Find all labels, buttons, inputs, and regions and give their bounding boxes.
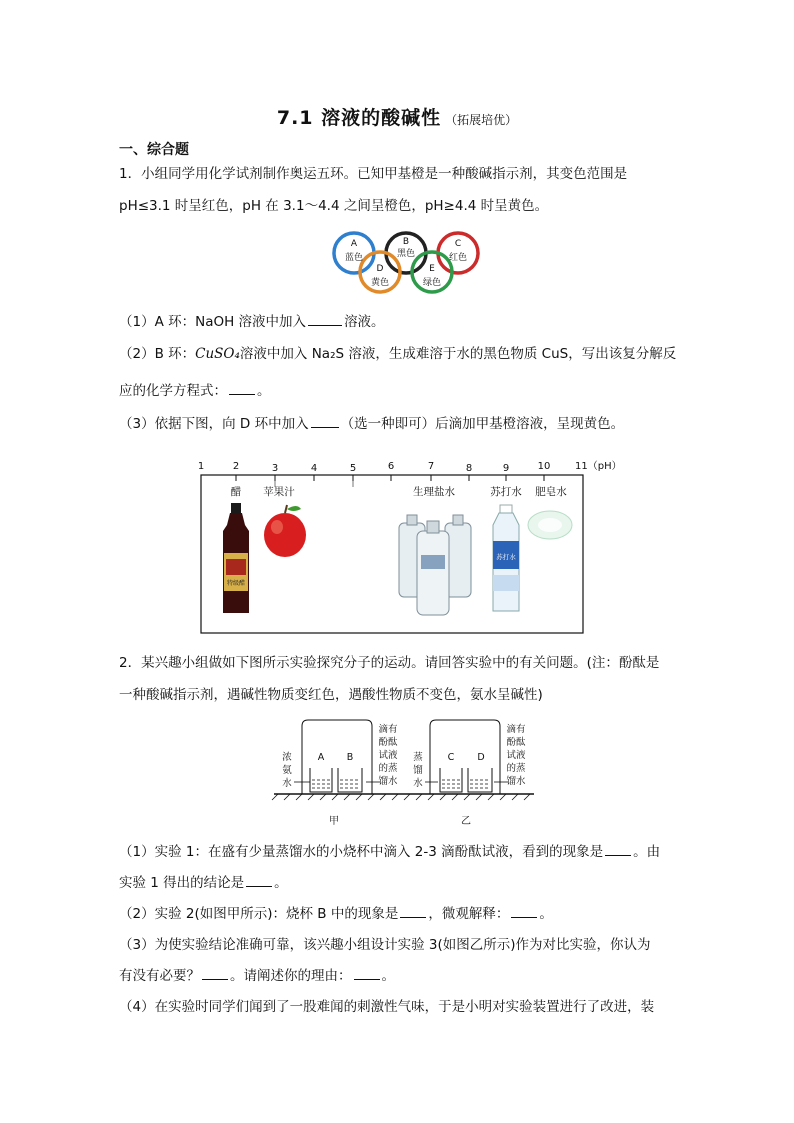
svg-text:水: 水 [282,778,292,789]
ph-scale-box [201,475,583,633]
ring-d-letter: D [376,264,384,274]
ph-tick-7: 7 [427,461,435,472]
saline-bottles-image [399,515,471,615]
q2-line2: 一种酸碱指示剂，遇碱性物质变红色，遇酸性物质不变色，氨水呈碱性) [119,687,543,703]
soda-water-bottle-image [493,505,519,611]
answer-blank-8[interactable] [202,966,228,980]
ph-tick-5: 5 [349,463,357,474]
svg-text:酚酞: 酚酞 [506,737,526,748]
q2-sub4: （4）在实验时同学们闻到了一股难闻的刺激性气味，于是小明对实验装置进行了改进，装 [119,999,655,1015]
q2-sub3: （3）为使实验结论准确可靠，该兴趣小组设计实验 3(如图乙所示)作为对比实验，你认为 [119,937,651,953]
ph-scale-figure [193,455,643,637]
svg-text:蒸: 蒸 [413,752,423,763]
ring-c-label: 红色 [448,253,468,263]
q2-sub2: （2）实验 2(如图甲所示)：烧杯 B 中的现象是 ，微观解释： 。 [119,906,553,922]
caption-yi: 乙 [461,816,471,827]
answer-blank-7[interactable] [511,904,537,918]
answer-blank-3[interactable] [311,414,339,428]
q1-line1: 1．小组同学用化学试剂制作奥运五环。已知甲基橙是一种酸碱指示剂，其变色范围是 [119,166,628,182]
ring-c-letter: C [454,239,462,249]
ph-tick-1: 1 [197,461,205,472]
caption-jia: 甲 [329,816,339,827]
q1-sub3: （3）依据下图，向 D 环中加入 （选一种即可）后滴加甲基橙溶液，呈现黄色。 [119,416,625,432]
answer-blank-1[interactable] [308,312,342,326]
svg-text:滴有: 滴有 [378,724,398,735]
ph-item-soda-water: 苏打水 [490,486,522,498]
section-heading: 一、综合题 [119,142,189,158]
q2-line1: 2．某兴趣小组做如下图所示实验探究分子的运动。请回答实验中的有关问题。(注：酚酞是 [119,655,660,671]
svg-text:浓: 浓 [282,752,292,763]
beaker-d-label: D [477,752,485,763]
vinegar-label-text: 特级醋 [226,580,246,587]
q1-sub2-cont: 应的化学方程式： 。 [119,383,271,399]
title-main: 7.1 溶液的酸碱性 [276,107,442,129]
beaker-a-label: A [317,752,325,763]
svg-text:酚酞: 酚酞 [378,737,398,748]
answer-blank-2[interactable] [229,381,255,395]
soap-image [528,511,572,539]
ph-tick-4: 4 [310,463,318,474]
ph-item-saline: 生理盐水 [413,486,455,498]
ph-tick-9: 9 [502,463,510,474]
ring-a-letter: A [350,239,358,249]
svg-text:馏水: 馏水 [506,776,526,787]
q2-sub1-cont: 实验 1 得出的结论是 。 [119,875,288,891]
q1-sub1: （1）A 环：NaOH 溶液中加入 溶液。 [119,314,385,330]
svg-text:试液: 试液 [506,750,526,761]
svg-text:的蒸: 的蒸 [378,763,398,774]
svg-text:的蒸: 的蒸 [506,763,526,774]
answer-blank-4[interactable] [605,842,631,856]
ph-tick-2: 2 [232,461,240,472]
q2-sub3-cont: 有没有必要？ 。请阐述你的理由： 。 [119,968,395,984]
vinegar-bottle-image [223,503,249,613]
ring-e-label: 绿色 [422,278,442,288]
cuso4-formula: CuSO₄ [195,346,240,362]
apple-image [264,505,306,557]
ph-tick-3: 3 [271,463,279,474]
svg-text:滴有: 滴有 [506,724,526,735]
svg-text:馏: 馏 [413,765,423,776]
svg-text:氨: 氨 [282,765,292,776]
title-sub: （拓展培优） [445,113,518,127]
ph-tick-8: 8 [465,463,473,474]
answer-blank-9[interactable] [354,966,380,980]
ring-e-letter: E [429,264,435,274]
page-title [0,103,794,130]
ring-d-label: 黄色 [370,278,390,288]
svg-text:水: 水 [413,778,423,789]
ph-tick-10: 10 [537,461,551,472]
ring-b-letter: B [402,237,410,247]
answer-blank-5[interactable] [246,873,272,887]
beaker-b-label: B [346,752,354,763]
ph-tick-6: 6 [387,461,395,472]
q2-sub1: （1）实验 1：在盛有少量蒸馏水的小烧杯中滴入 2-3 滴酚酞试液，看到的现象是 。由 [119,844,661,860]
olympic-rings-figure [330,228,482,298]
svg-text:馏水: 馏水 [378,776,398,787]
ph-item-soap-water: 肥皂水 [535,486,567,498]
q1-line2: pH≤3.1 时呈红色，pH 在 3.1～4.4 之间呈橙色，pH≥4.4 时呈黄色。 [119,198,549,214]
ring-a-label: 蓝色 [344,253,364,263]
ph-tick-11: 11（pH） [575,461,622,472]
beaker-c-label: C [447,752,455,763]
q1-sub2: （2）B 环：CuSO₄溶液中加入 Na₂S 溶液，生成难溶于水的黑色物质 CuS，写出该复分解反 [119,346,677,362]
svg-text:试液: 试液 [378,750,398,761]
ring-b-label: 黑色 [396,249,416,259]
molecular-motion-figure [270,716,540,830]
ph-item-vinegar: 醋 [230,486,242,498]
soda-label-text: 苏打水 [496,553,516,561]
ph-item-apple-juice: 苹果汁 [263,486,295,498]
answer-blank-6[interactable] [400,904,426,918]
